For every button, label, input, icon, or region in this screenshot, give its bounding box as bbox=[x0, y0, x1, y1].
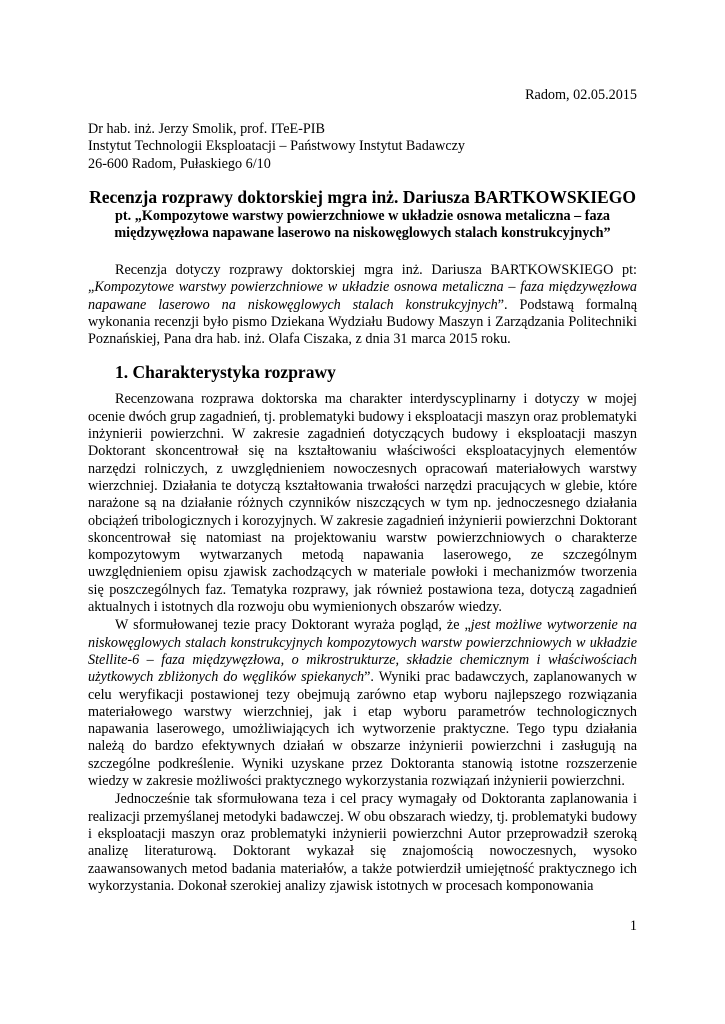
intro-lead: Recenzja dotyczy rozprawy doktorskiej mgra inż. Dariusza BARTKOWSKIEGO pt: „ bbox=[88, 262, 637, 296]
author-block bbox=[88, 121, 465, 173]
intro-tail: ”. Podstawą formalną wykonania recenzji było pismo Dziekana Wydziału Budowy Maszyn i Zarządzania Politechniki Poznańskiej, Pana dra hab. inż. Olafa Ciszaka, z dnia 31 marca 2015 roku. bbox=[88, 296, 637, 348]
author-institution: Instytut Technologii Eksploatacji – Państwowy Instytut Badawczy bbox=[88, 138, 466, 155]
section-heading: 1. Charakterystyka rozprawy bbox=[115, 362, 336, 383]
page-number: 1 bbox=[629, 918, 637, 934]
thesis-quote: jest możliwe wytworzenie na niskowęglowych stalach konstrukcyjnych kompozytowych warstw powierzchniowych w układzie Stellite-6 – faza międzywęzłowa, o mikrostrukturze, składzie chemicznym i właściwościach użytkowych zbliżonych do węglików spiekanych bbox=[88, 617, 637, 686]
review-subtitle: pt. „Kompozytowe warstwy powierzchniowe w układzie osnowa metaliczna – faza międzywęzłowa napawane laserowo na niskowęglowych stalach konstrukcyjnych” bbox=[114, 208, 611, 242]
author-name: Dr hab. inż. Jerzy Smolik, prof. ITeE-PIB bbox=[88, 121, 325, 137]
section-paragraph-2 bbox=[88, 617, 637, 790]
section-paragraph-3: Jednocześnie tak sformułowana teza i cel pracy wymagały od Doktoranta zaplanowania i realizacji przemyślanej metodyki badawczej. W obu obszarach wiedzy, tj. problematyki budowy i eksploatacji maszyn oraz problematyki inżynierii powierzchni Autor przeprowadził szeroką analizę literaturową. Doktorant wykazał się znajomością nowoczesnych, wysoko zaawansowanych metod badania materiałów, a także potwierdził umiejętność praktycznego ich wykorzystania. Dokonał szerokiej analizy zjawisk istotnych w procesach komponowania bbox=[88, 791, 637, 894]
review-title: Recenzja rozprawy doktorskiej mgra inż. Dariusza BARTKOWSKIEGO bbox=[89, 187, 636, 207]
document-date: Radom, 02.05.2015 bbox=[525, 87, 637, 103]
section-paragraph-1: Recenzowana rozprawa doktorska ma charakter interdyscyplinarny i dotyczy w mojej ocenie dwóch grup zagadnień, tj. problematyki budowy i eksploatacji maszyn oraz problematyki inżynierii powierzchni. W zakresie zagadnień dotyczących budowy i eksploatacji maszyn Doktorant skoncentrował się na kształtowaniu właściwości eksploatacyjnych elementów narzędzi rolniczych, z uwzględnieniem nowoczesnych opracowań materiałowych warstwy wierzchniej. Działania te dotyczą kształtowania trwałości narzędzi pracujących w glebie, które narażone są na działanie różnych czynników niszczących w tym np. jednoczesnego działania obciążeń tribologicznych i korozyjnych. W zakresie zagadnień inżynierii powierzchni Doktorant skoncentrował się natomiast na projektowaniu warstw powierzchniowych o charakterze kompozytowym wytwarzanych metodą napawania laserowego, ze szczególnym uwzględnieniem opisu zjawisk zachodzących w materiale powłoki i mechanizmów tworzenia się poszczególnych faz. Tematyka rozprawy, jak również postawiona teza, dotyczą zagadnień aktualnych i istotnych dla rozwoju obu wymienionych obszarów wiedzy. bbox=[88, 391, 637, 616]
intro-paragraph bbox=[88, 262, 637, 348]
document-body bbox=[88, 262, 637, 895]
review-title-block bbox=[88, 186, 637, 243]
paragraph-2-tail: ”. Wyniki prac badawczych, zaplanowanych w celu weryfikacji postawionej tezy obejmują zarówno etap wyboru najlepszego rozwiązania materiałowego warstwy wierzchniej, jak i etap wyboru parametrów technologicznych napawania laserowego, umożliwiających ich wytworzenie praktyczne. Tego typu działania należą do bardzo efektywnych działań w obszarze inżynierii powierzchni i zasługują na szczególne podkreślenie. Wyniki uzyskane przez Doktoranta stanowią istotne rozszerzenie wiedzy w zakresie możliwości praktycznego wykorzystania rozwiązań inżynierii powierzchni. bbox=[88, 669, 637, 790]
intro-thesis-title: Kompozytowe warstwy powierzchniowe w układzie osnowa metaliczna – faza międzywęzłowa napawane laserowo na niskowęglowych stalach konstrukcyjnych bbox=[88, 279, 637, 313]
author-address: 26-600 Radom, Pułaskiego 6/10 bbox=[88, 155, 271, 172]
paragraph-2-lead: W sformułowanej tezie pracy Doktorant wyraża pogląd, że „ bbox=[115, 617, 471, 634]
